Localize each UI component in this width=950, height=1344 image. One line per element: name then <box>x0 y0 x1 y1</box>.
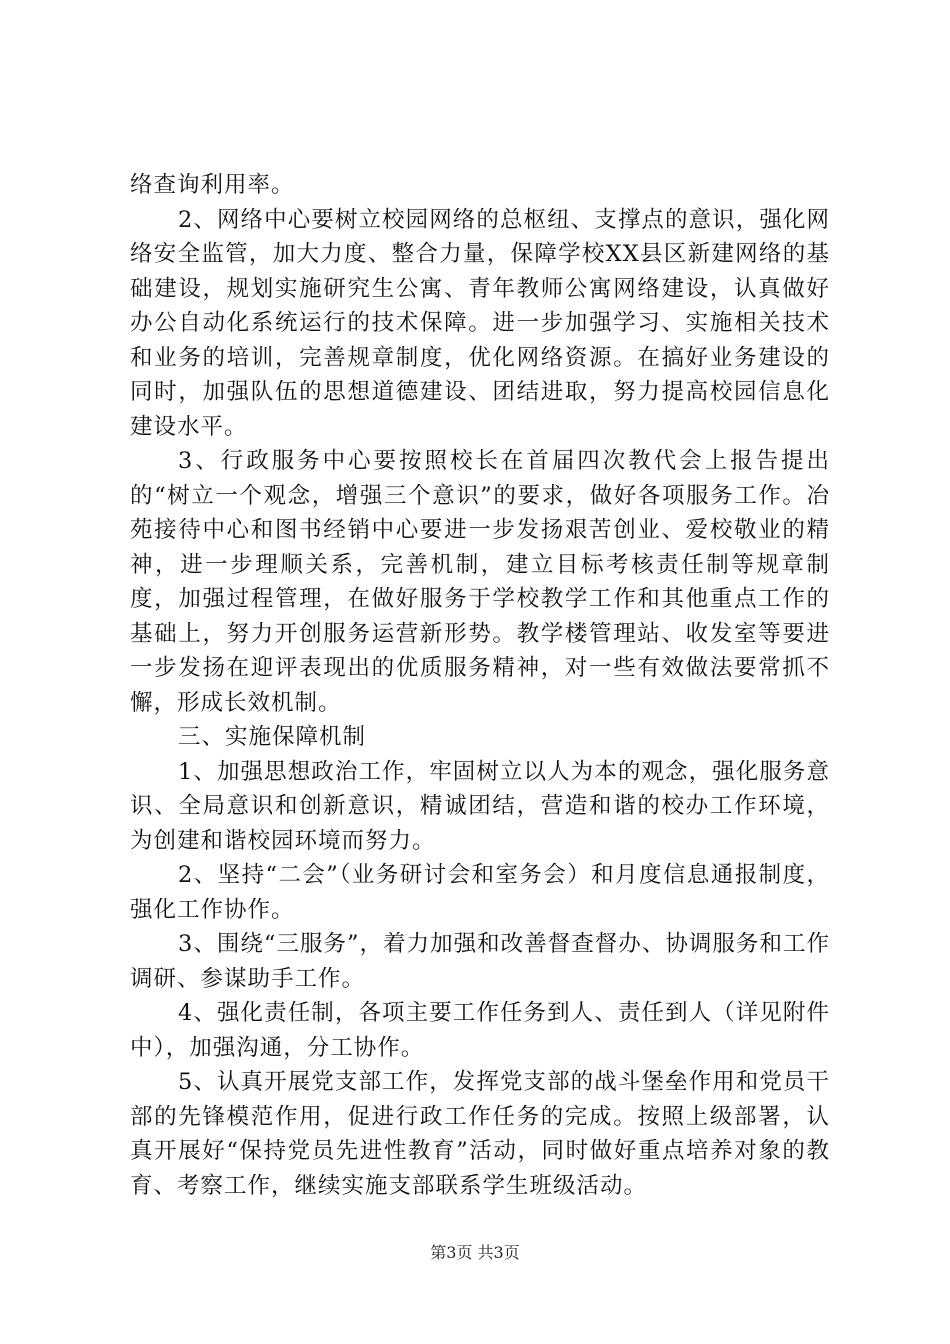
section-heading-safeguard-mechanism: 三、实施保障机制 <box>178 724 367 750</box>
paragraph-continuation: 络查询利用率。 <box>130 172 295 198</box>
paragraph-item-4: 4、强化责任制，各项主要工作任务到人、责任到人（详见附件中），加强沟通，分工协作。 <box>130 1000 830 1061</box>
paragraph-admin-service-center: 3、行政服务中心要按照校长在首届四次教代会上报告提出的“树立一个观念，增强三个意识”的要求，做好各项服务工作。冶苑接待中心和图书经销中心要进一步发扬艰苦创业、爱校敬业的精神，进一步理顺关系，完善机制，建立目标考核责任制等规章制度，加强过程管理，在做好服务于学校教学工作和其他重点工作的基础上，努力开创服务运营新形势。教学楼管理站、收发室等要进一步发扬在迎评表现出的优质服务精神，对一些有效做法要常抓不懈，形成长效机制。 <box>130 448 830 716</box>
paragraph-item-1: 1、加强思想政治工作，牢固树立以人为本的观念，强化服务意识、全局意识和创新意识，精诚团结，营造和谐的校办工作环境，为创建和谐校园环境而努力。 <box>130 758 830 854</box>
document-body <box>130 168 830 1203</box>
page-number-footer: 第3页 共3页 <box>430 1243 520 1262</box>
paragraph-item-2: 2、坚持“二会”（业务研讨会和室务会）和月度信息通报制度，强化工作协作。 <box>130 862 830 923</box>
paragraph-item-5: 5、认真开展党支部工作，发挥党支部的战斗堡垒作用和党员干部的先锋模范作用，促进行政工作任务的完成。按照上级部署，认真开展好“保持党员先进性教育”活动，同时做好重点培养对象的教育、考察工作，继续实施支部联系学生班级活动。 <box>130 1069 830 1199</box>
paragraph-item-3: 3、围绕“三服务”，着力加强和改善督查督办、协调服务和工作调研、参谋助手工作。 <box>130 931 830 992</box>
paragraph-network-center: 2、网络中心要树立校园网络的总枢纽、支撑点的意识，强化网络安全监管，加大力度、整合力量，保障学校XX县区新建网络的基础建设，规划实施研究生公寓、青年教师公寓网络建设，认真做好办公自动化系统运行的技术保障。进一步加强学习、实施相关技术和业务的培训，完善规章制度，优化网络资源。在搞好业务建设的同时，加强队伍的思想道德建设、团结进取，努力提高校园信息化建设水平。 <box>130 206 830 440</box>
